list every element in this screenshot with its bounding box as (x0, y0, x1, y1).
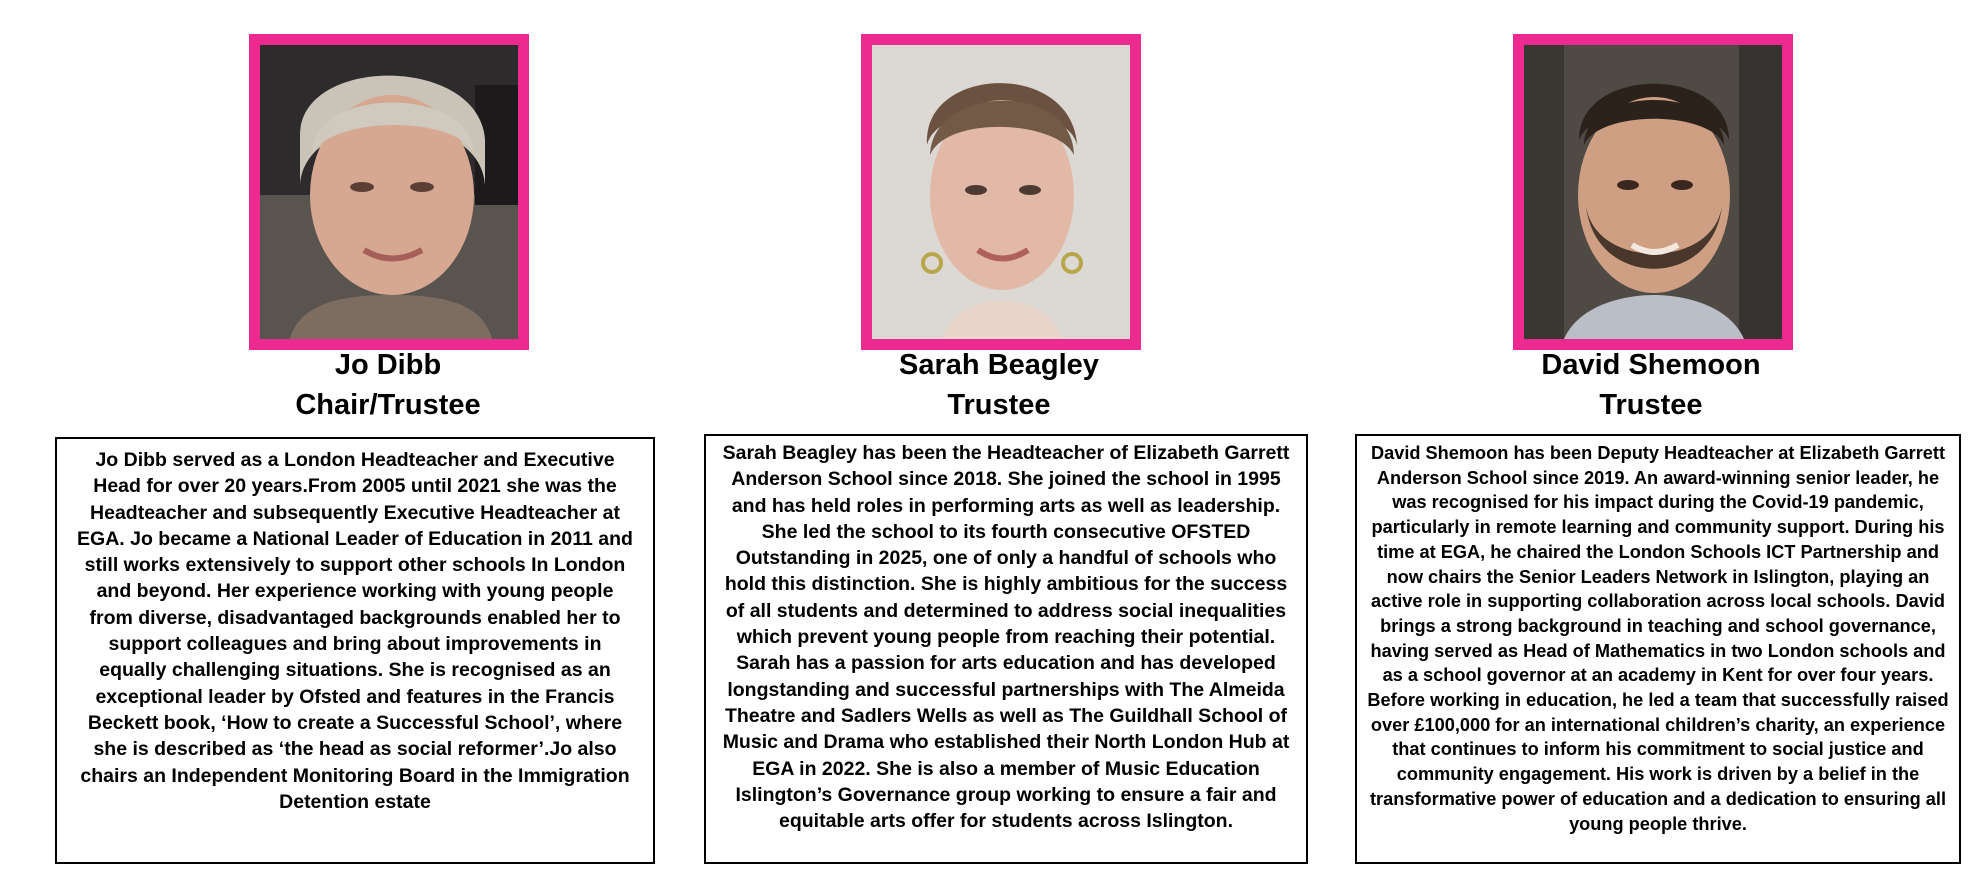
trustee-name: Sarah Beagley (899, 349, 1099, 381)
trustee-name: David Shemoon (1541, 349, 1761, 381)
trustee-bio-box (1355, 434, 1961, 864)
trustee-photo (1513, 34, 1793, 350)
trustee-name: Jo Dibb (334, 349, 442, 381)
trustee-role: Chair/Trustee (295, 389, 481, 421)
trustee-bio-text: Jo Dibb served as a London Headteacher and Executive Head for over 20 years.From 2005 until 2021 she was the Headteacher and subsequently Executive Headteacher at EGA. Jo became a National Leader of Education in 2011 and still works extensively to support other schools In London and beyond. Her experience working with young people from diverse, disadvantaged backgrounds enabled her to support colleagues and bring about improvements in equally challenging situations. She is recognised as an exceptional leader by Ofsted and features in the Francis Beckett book, ‘How to create a Successful School’, where she is described as ‘the head as social reformer’.Jo also chairs an Independent Monitoring Board in the Immigration Detention estate (77, 449, 633, 813)
portrait-photo-icon (260, 45, 518, 339)
portrait-photo-icon (872, 45, 1130, 339)
trustee-photo (249, 34, 529, 350)
portrait-photo-icon (1524, 45, 1782, 339)
trustee-role: Trustee (947, 389, 1051, 421)
trustee-bio-text: Sarah Beagley has been the Headteacher of Elizabeth Garrett Anderson School since 2018. She joined the school in 1995 and has held roles in performing arts as well as leadership. She led the school to its fourth consecutive OFSTED Outstanding in 2025, one of only a handful of schools who hold this distinction. She is highly ambitious for the success of all students and determined to address social inequalities which prevent young people from reaching their potential. Sarah has a passion for arts education and has developed longstanding and successful partnerships with The Almeida Theatre and Sadlers Wells as well as The Guildhall School of Music and Drama who established their North London Hub at EGA in 2022. She is also a member of Music Education Islington’s Governance group working to ensure a fair and equitable arts offer for students across Islington. (722, 442, 1290, 833)
trustee-bio-box (704, 434, 1308, 864)
trustee-role: Trustee (1599, 389, 1703, 421)
trustee-photo (861, 34, 1141, 350)
trustee-bio-text: David Shemoon has been Deputy Headteacher at Elizabeth Garrett Anderson School since 2019. An award-winning senior leader, he was recognised for his impact during the Covid-19 pandemic, particularly in remote learning and community support. During his time at EGA, he chaired the London Schools ICT Partnership and now chairs the Senior Leaders Network in Islington, playing an active role in supporting collaboration across local schools. David brings a strong background in teaching and school governance, having served as Head of Mathematics in two London schools and as a school governor at an academy in Kent for over four years. Before working in education, he led a team that successfully raised over £100,000 for an international children’s charity, an experience that continues to inform his commitment to social justice and community engagement. His work is driven by a belief in the transformative power of education and a dedication to ensuring all young people thrive. (1367, 443, 1949, 834)
trustee-bio-box (55, 437, 655, 864)
